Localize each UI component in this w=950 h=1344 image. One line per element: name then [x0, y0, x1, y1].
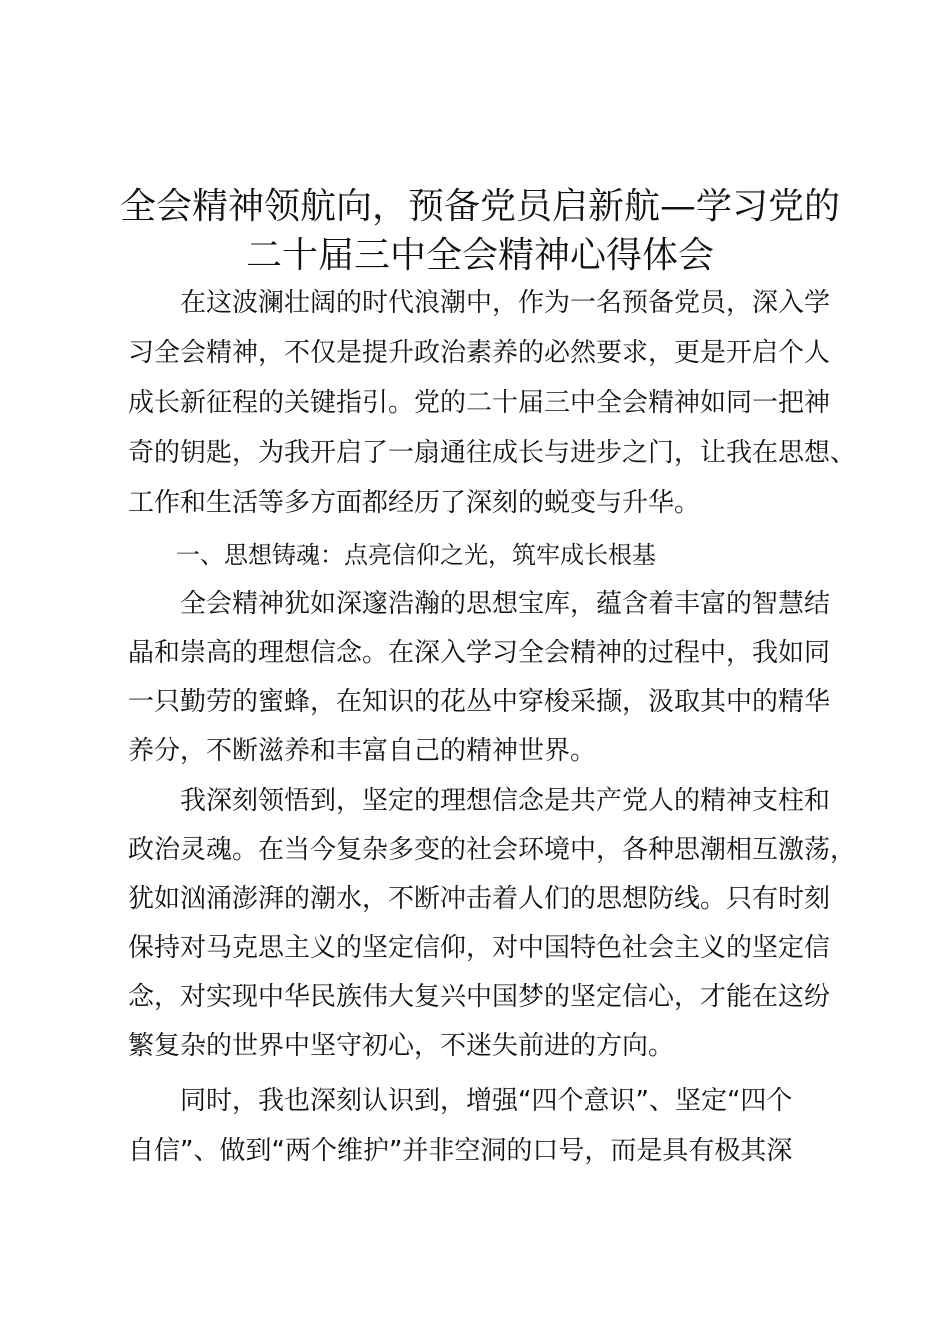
body-line: 成长新征程的关键指引。党的二十届三中全会精神如同一把神	[128, 388, 831, 418]
body-line: 一只勤劳的蜜蜂，在知识的花丛中穿梭采撷，汲取其中的精华	[128, 687, 831, 717]
body-line: 工作和生活等多方面都经历了深刻的蜕变与升华。	[128, 488, 701, 518]
body-line: 奇的钥匙，为我开启了一扇通往成长与进步之门，让我在思想、	[128, 438, 857, 468]
document-title-line-2: 二十届三中全会精神心得体会	[245, 235, 714, 276]
document-title-line-1: 全会精神领航向，预备党员启新航—学习党的	[119, 186, 840, 227]
body-line: 在这波澜壮阔的时代浪潮中，作为一名预备党员，深入学	[128, 288, 831, 318]
body-line: 晶和崇高的理想信念。在深入学习全会精神的过程中，我如同	[128, 638, 831, 668]
body-line: 繁复杂的世界中坚守初心，不迷失前进的方向。	[128, 1031, 675, 1061]
body-line: 保持对马克思主义的坚定信仰，对中国特色社会主义的坚定信	[128, 933, 831, 963]
body-line: 政治灵魂。在当今复杂多变的社会环境中，各种思潮相互激荡，	[128, 835, 857, 865]
body-line: 习全会精神，不仅是提升政治素养的必然要求，更是开启个人	[128, 338, 831, 368]
body-line: 养分，不断滋养和丰富自己的精神世界。	[128, 736, 597, 766]
body-line: 自信”、做到“两个维护”并非空洞的口号，而是具有极其深	[128, 1136, 793, 1166]
body-line: 同时，我也深刻认识到，增强“四个意识”、坚定“四个	[128, 1086, 793, 1116]
body-line: 全会精神犹如深邃浩瀚的思想宝库，蕴含着丰富的智慧结	[128, 589, 831, 619]
body-line: 念，对实现中华民族伟大复兴中国梦的坚定信心，才能在这纷	[128, 982, 831, 1012]
body-line: 犹如汹涌澎湃的潮水，不断冲击着人们的思想防线。只有时刻	[128, 884, 831, 914]
section-heading: 一、思想铸魂：点亮信仰之光，筑牢成长根基	[128, 541, 656, 569]
body-line: 我深刻领悟到，坚定的理想信念是共产党人的精神支柱和	[128, 786, 831, 816]
